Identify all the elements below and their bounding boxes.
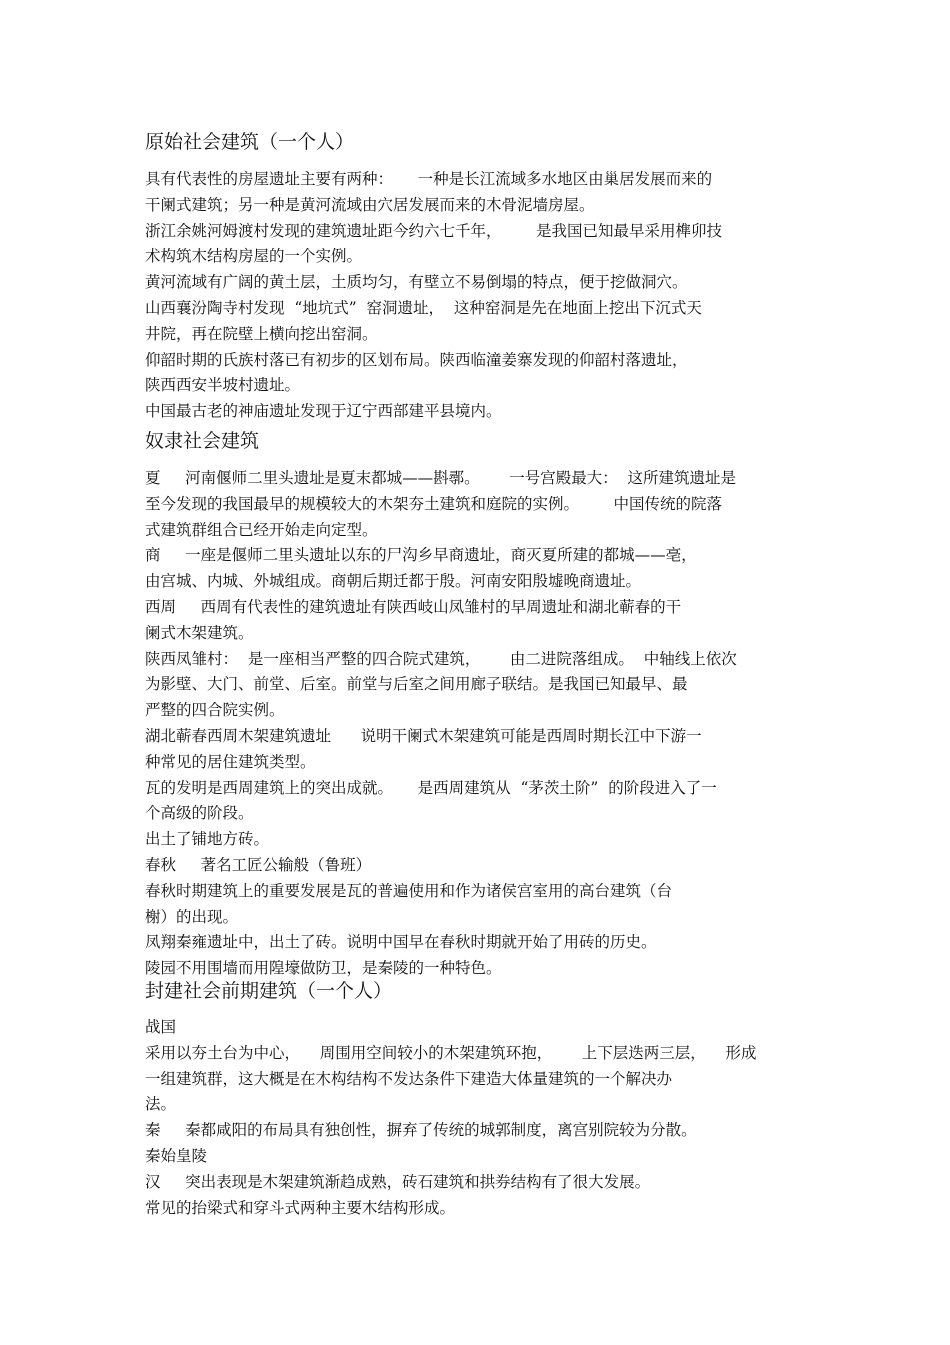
text-line: 陕西凤雏村： 是一座相当严整的四合院式建筑， 由二进院落组成。 中轴线上依次 [145,649,737,668]
text-line: 商 一座是偃师二里头遗址以东的尸沟乡早商遗址，商灭夏所建的都城——亳， [145,546,697,565]
text-line: 具有代表性的房屋遗址主要有两种： 一种是长江流域多水地区由巢居发展而来的 [145,170,713,188]
text-line: 山西襄汾陶寺村发现 “地坑式” 窑洞遗址， 这种窑洞是先在地面上挖出下沉式天 [145,298,702,317]
text-line: 一组建筑群，这大概是在木构结构不发达条件下建造大体量建筑的一个解决办 [145,1069,673,1088]
section-body [145,1015,756,1221]
text-line: 战国 [145,1018,177,1036]
text-line: 常见的抬梁式和穿斗式两种主要木结构形成。 [145,1198,456,1217]
text-line: 湖北蕲春西周木架建筑遗址 说明干阑式木架建筑可能是西周时期长江中下游一 [145,726,702,745]
text-line: 春秋 著名工匠公输般（鲁班） [145,855,372,874]
text-line: 种常见的居住建筑类型。 [145,752,316,771]
text-line: 夏 河南偃师二里头遗址是夏末都城——斟鄩。 一号宫殿最大： 这所建筑遗址是 [145,469,737,487]
text-line: 春秋时期建筑上的重要发展是瓦的普遍使用和作为诸侯宫室用的高台建筑（台 [145,881,673,900]
text-line: 为影壁、大门、前堂、后室。前堂与后室之间用廊子联结。是我国已知最早、最 [145,675,688,694]
text-line: 榭）的出现。 [145,907,239,926]
text-line: 采用以夯土台为中心， 周围用空间较小的木架建筑环抱， 上下层迭两三层， 形成 [145,1043,757,1062]
text-line: 出土了铺地方砖。 [145,830,270,849]
text-line: 瓦的发明是西周建筑上的突出成就。 是西周建筑从 “茅茨土阶” 的阶段进入了一 [145,778,717,797]
text-line: 凤翔秦雍遗址中，出土了砖。说明中国早在春秋时期就开始了用砖的历史。 [145,933,657,952]
section-heading: 奴隶社会建筑 [145,430,260,452]
text-line: 秦始皇陵 [145,1146,208,1165]
text-line: 个高级的阶段。 [145,804,254,823]
text-line: 干阑式建筑；另一种是黄河流域由穴居发展而来的木骨泥墙房屋。 [145,195,595,214]
text-line: 西周 西周有代表性的建筑遗址有陕西岐山凤雏村的早周遗址和湖北蕲春的干 [145,597,682,616]
section-body [145,167,722,425]
section-heading: 封建社会前期建筑（一个人） [145,980,393,1002]
text-line: 中国最古老的神庙遗址发现于辽宁西部建平县境内。 [145,402,502,421]
text-line: 阑式木架建筑。 [145,623,254,642]
text-line: 陕西西安半坡村遗址。 [145,376,301,395]
text-line: 秦 秦都咸阳的布局具有独创性，摒弃了传统的城郭制度，离宫别院较为分散。 [145,1121,697,1140]
text-line: 黄河流域有广阔的黄土层，土质均匀，有壁立不易倒塌的特点，便于挖做洞穴。 [145,273,688,292]
text-line: 式建筑群组合已经开始走向定型。 [145,520,378,539]
text-line: 至今发现的我国最早的规模较大的木架夯土建筑和庭院的实例。 中国传统的院落 [145,494,722,513]
text-line: 严整的四合院实例。 [145,701,285,720]
text-line: 井院，再在院壁上横向挖出窑洞。 [145,324,378,343]
text-line: 陵园不用围墙而用隍壕做防卫，是秦陵的一种特色。 [145,959,502,978]
section-body [145,466,737,982]
text-line: 术构筑木结构房屋的一个实例。 [145,247,363,266]
text-line: 汉 突出表现是木架建筑渐趋成熟，砖石建筑和拱券结构有了很大发展。 [145,1172,651,1191]
text-line: 浙江余姚河姆渡村发现的建筑遗址距今约六七千年， 是我国已知最早采用榫卯技 [145,221,722,240]
section-heading: 原始社会建筑（一个人） [145,131,355,153]
text-line: 仰韶时期的氏族村落已有初步的区划布局。陕西临潼姜寨发现的仰韶村落遗址， [145,350,688,369]
text-line: 法。 [145,1095,177,1114]
text-line: 由宫城、内城、外城组成。商朝后期迁都于殷。河南安阳殷墟晚商遗址。 [145,572,642,591]
